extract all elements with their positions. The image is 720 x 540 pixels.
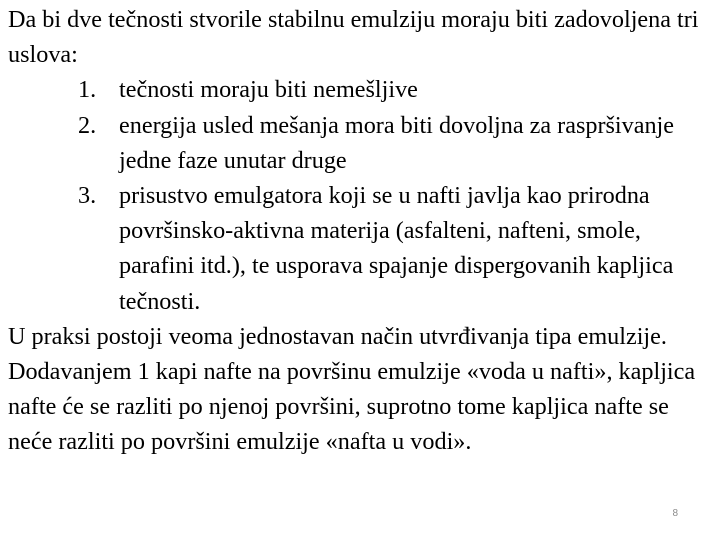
condition-item-3 bbox=[8, 178, 714, 319]
condition-text: energija usled mešanja mora biti dovoljna za raspršivanje jedne faze unutar druge bbox=[119, 111, 675, 174]
condition-item-2 bbox=[8, 108, 714, 178]
practice-paragraph: U praksi postoji veoma jednostavan način utvrđivanja tipa emulzije. Dodavanjem 1 kapi nafte na površinu emulzije «voda u nafti», kapljica nafte će se razliti po njenoj površini, suprotno tome kapljica nafte se neće razliti po površini emulzije «nafta u vodi». bbox=[8, 322, 696, 456]
intro-paragraph: Da bi dve tečnosti stvorile stabilnu emulziju moraju biti zadovoljena tri uslova: bbox=[8, 6, 699, 69]
conditions-list bbox=[8, 72, 714, 318]
condition-text: tečnosti moraju biti nemešljive bbox=[119, 76, 418, 104]
condition-text: prisustvo emulgatora koji se u nafti javlja kao prirodna površinsko-aktivna materija (asfalteni, nafteni, smole, parafini itd.), te usporava spajanje dispergovanih kapljica tečnosti. bbox=[119, 182, 674, 315]
slide-body bbox=[8, 2, 714, 460]
condition-number: 3. bbox=[78, 182, 97, 210]
condition-number: 1. bbox=[78, 76, 97, 104]
condition-number: 2. bbox=[78, 111, 97, 139]
condition-item-1 bbox=[8, 72, 714, 107]
page-number: 8 bbox=[672, 508, 678, 519]
